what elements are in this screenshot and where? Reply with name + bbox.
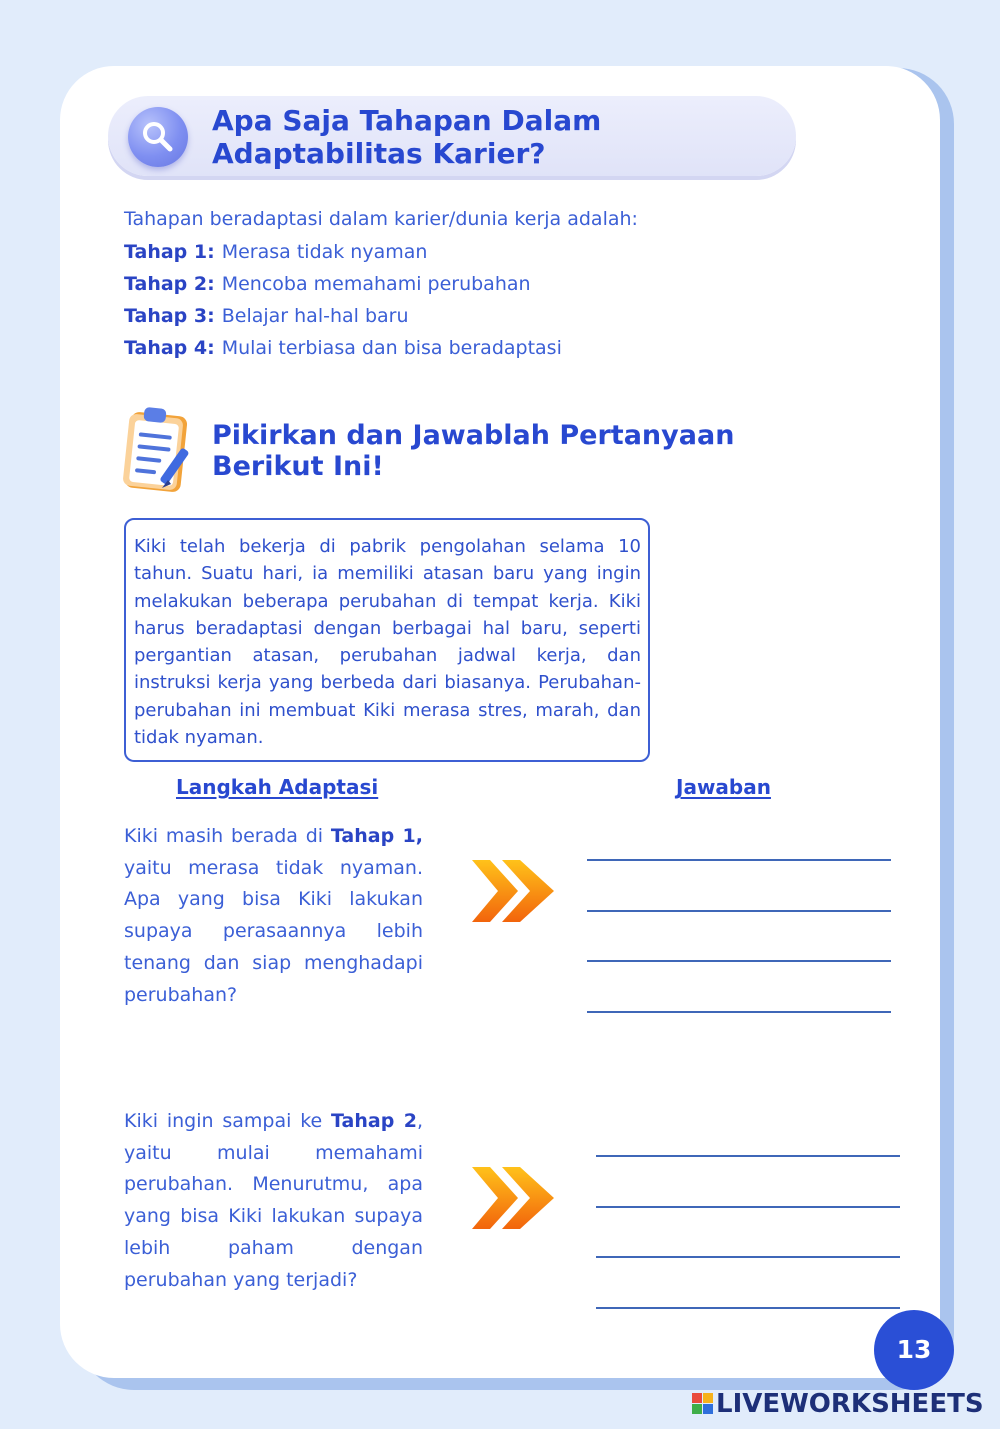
question-stage: Tahap 1, — [330, 825, 423, 847]
search-icon — [128, 107, 188, 167]
question-stage: Tahap 2 — [331, 1110, 417, 1132]
case-story-box: Kiki telah bekerja di pabrik pengolahan selama 10 tahun. Suatu hari, ia memiliki atasan baru yang ingin melakukan beberapa perubahan di tempat kerja. Kiki harus beradaptasi dengan berbagai hal baru, seperti pergantian atasan, perubahan jadwal kerja, dan instruksi kerja yang berbeda dari biasanya. Perubahan-perubahan ini membuat Kiki merasa stres, marah, dan tidak nyaman. — [124, 518, 650, 762]
answer-line[interactable] — [596, 1256, 900, 1258]
double-chevron-icon — [468, 1163, 558, 1233]
answer-line[interactable] — [587, 1011, 891, 1013]
liveworksheets-icon — [692, 1393, 714, 1415]
column-header-langkah: Langkah Adaptasi — [176, 775, 379, 799]
step-text: Belajar hal-hal baru — [221, 305, 409, 327]
step-text: Merasa tidak nyaman — [221, 241, 428, 263]
question-text: Kiki ingin sampai ke — [124, 1110, 332, 1132]
question-text: Kiki masih berada di — [124, 825, 331, 847]
question-text: yaitu merasa tidak nyaman. Apa yang bisa Kiki lakukan supaya perasaannya lebih tenang dan siap menghadapi perubahan? — [124, 856, 423, 1006]
liveworksheets-logo — [692, 1389, 984, 1419]
step-label: Tahap 1: — [124, 241, 215, 263]
step-text: Mulai terbiasa dan bisa beradaptasi — [221, 337, 562, 359]
clipboard-icon — [118, 402, 198, 500]
question-1 — [124, 821, 423, 1011]
section1-intro: Tahapan beradaptasi dalam karier/dunia kerja adalah: — [124, 208, 638, 230]
step-item — [124, 305, 409, 327]
step-label: Tahap 2: — [124, 273, 215, 295]
answer-line[interactable] — [596, 1155, 900, 1157]
answer-line[interactable] — [587, 859, 891, 861]
step-item — [124, 241, 427, 263]
question-2 — [124, 1106, 423, 1296]
answer-line[interactable] — [587, 960, 891, 962]
step-item — [124, 273, 531, 295]
answer-line[interactable] — [596, 1206, 900, 1208]
section1-title: Apa Saja Tahapan Dalam Adaptabilitas Karier? — [212, 104, 602, 170]
page-number: 13 — [874, 1310, 954, 1390]
question-text: , yaitu mulai memahami perubahan. Menurutmu, apa yang bisa Kiki lakukan supaya lebih paham dengan perubahan yang terjadi? — [124, 1110, 423, 1291]
column-header-jawaban: Jawaban — [676, 775, 771, 799]
section2-title: Pikirkan dan Jawablah Pertanyaan Berikut Ini! — [212, 420, 735, 482]
step-item — [124, 337, 562, 359]
step-label: Tahap 3: — [124, 305, 215, 327]
answer-line[interactable] — [596, 1307, 900, 1309]
step-text: Mencoba memahami perubahan — [221, 273, 531, 295]
answer-line[interactable] — [587, 910, 891, 912]
step-label: Tahap 4: — [124, 337, 215, 359]
brand-name: LIVEWORKSHEETS — [716, 1389, 984, 1419]
double-chevron-icon — [468, 856, 558, 926]
